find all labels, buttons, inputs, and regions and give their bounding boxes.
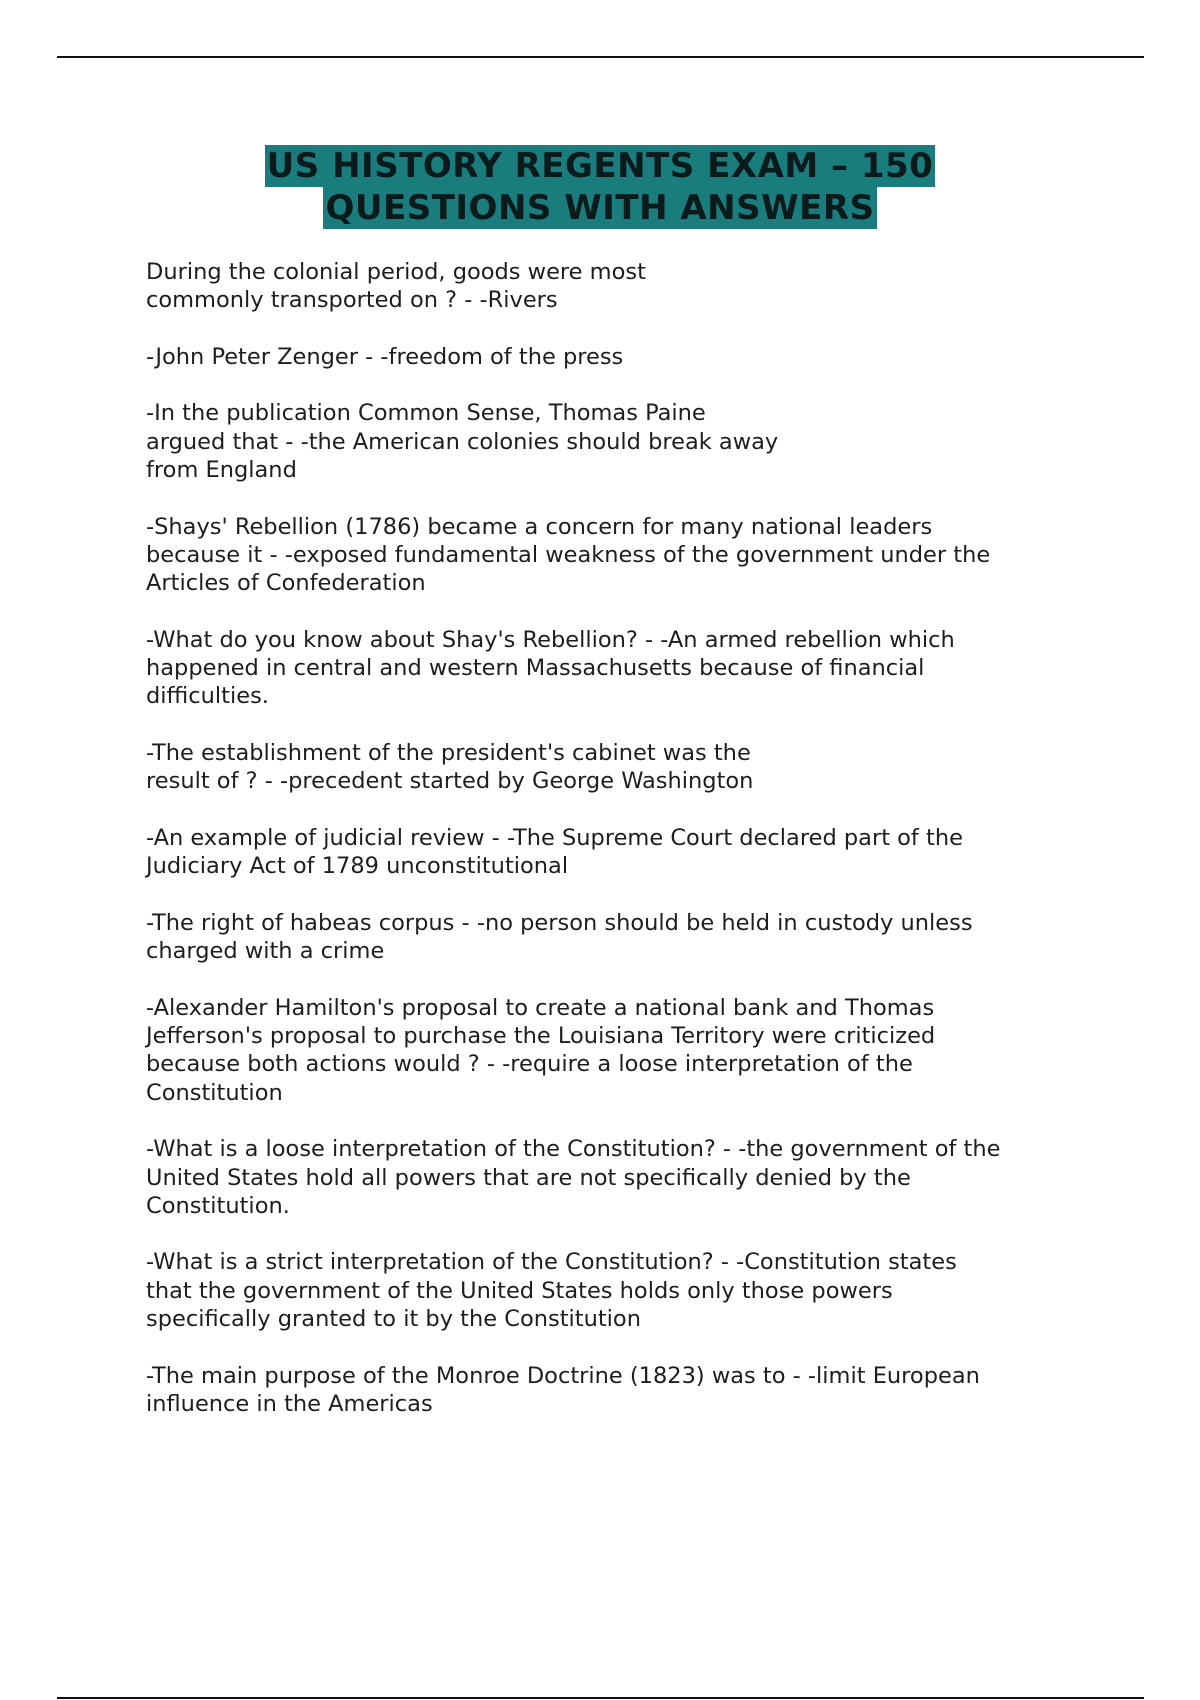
bottom-divider [57,1697,1144,1699]
qa-entry: -Shays' Rebellion (1786) became a concern for many national leaders because it - -exposed fundamental weakness of the government under the Articles of Confederation [146,513,991,597]
qa-list [146,258,1086,1446]
qa-entry: -Alexander Hamilton's proposal to create a national bank and Thomas Jefferson's proposal to purchase the Louisiana Territory were criticized because both actions would ? - -require a loose interpretation of the Constitution [146,994,936,1106]
qa-entry: -John Peter Zenger - -freedom of the press [146,343,624,370]
qa-entry: -The main purpose of the Monroe Doctrine (1823) was to - -limit European influence in the Americas [146,1362,980,1417]
title-line-1: US HISTORY REGENTS EXAM – 150 [266,146,934,186]
qa-entry: -In the publication Common Sense, Thomas Paine argued that - -the American colonies should break away from England [146,400,779,484]
qa-entry: -The right of habeas corpus - -no person should be held in custody unless charged with a crime [146,909,973,965]
title-line-2: QUESTIONS WITH ANSWERS [325,188,875,228]
qa-entry: -What do you know about Shay's Rebellion? - -An armed rebellion which happened in central and western Massachusetts because of financial difficulties. [146,626,955,710]
qa-entry: -An example of judicial review - -The Supreme Court declared part of the Judiciary Act of 1789 unconstitutional [146,824,963,880]
qa-entry: During the colonial period, goods were most commonly transported on ? - -Rivers [146,259,646,314]
qa-entry: -The establishment of the president's cabinet was the result of ? - -precedent started by George Washington [146,740,754,795]
top-divider [57,56,1144,58]
qa-entry: -What is a strict interpretation of the Constitution? - -Constitution states that the government of the United States holds only those powers specifically granted to it by the Constitution [146,1249,957,1332]
qa-entry: -What is a loose interpretation of the Constitution? - -the government of the United States hold all powers that are not specifically denied by the Constitution. [146,1136,1001,1219]
document-title [0,145,1200,229]
